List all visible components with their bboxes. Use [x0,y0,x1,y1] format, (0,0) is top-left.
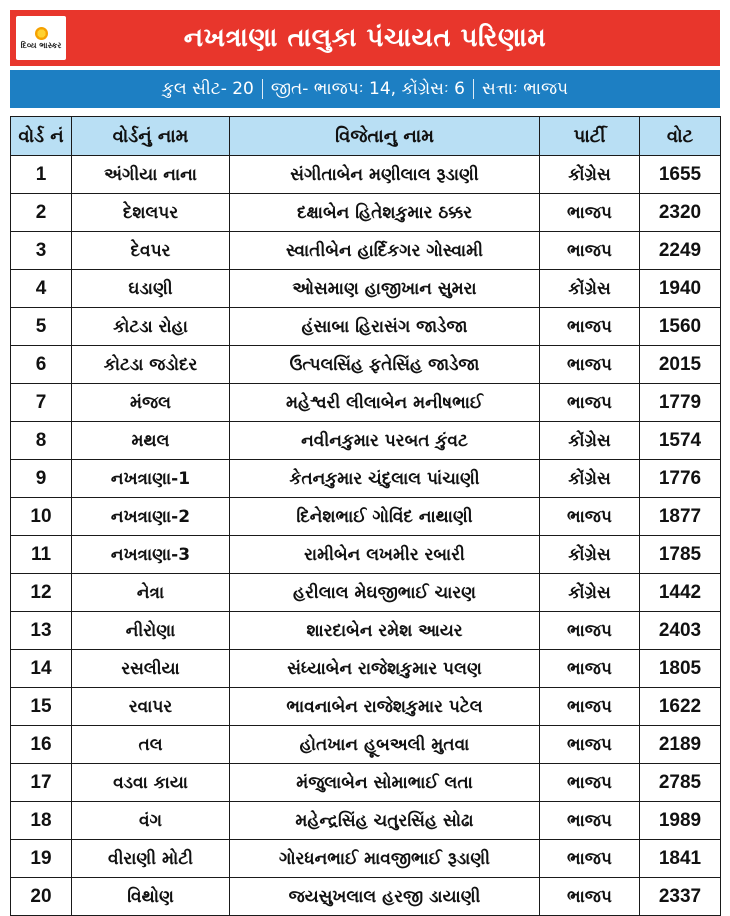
table-row [11,802,721,840]
summary-divider [262,79,263,99]
votes-cell: 2320 [640,194,721,232]
table-row [11,346,721,384]
party-cell: ભાજપ [540,194,640,232]
winner-name-cell: ઉત્પલસિંહ ફતેસિંહ જાડેજા [230,346,540,384]
party-cell: ભાજપ [540,840,640,878]
ward-number-cell: 7 [11,384,72,422]
votes-cell: 2337 [640,878,721,916]
votes-cell: 1805 [640,650,721,688]
party-cell: ભાજપ [540,346,640,384]
party-cell: ભાજપ [540,764,640,802]
winner-name-cell: હંસાબા હિરાસંગ જાડેજા [230,308,540,346]
ward-name-cell: નેત્રા [72,574,230,612]
table-row [11,612,721,650]
divya-bhaskar-logo [16,16,66,60]
results-table [10,116,721,916]
title-bar [10,10,720,66]
ward-number-cell: 2 [11,194,72,232]
ward-number-cell: 4 [11,270,72,308]
votes-cell: 2189 [640,726,721,764]
ward-number-cell: 13 [11,612,72,650]
party-cell: કોંગ્રેસ [540,422,640,460]
votes-cell: 1989 [640,802,721,840]
winner-name-cell: મહેશ્વરી લીલાબેન મનીષભાઈ [230,384,540,422]
table-row [11,764,721,802]
party-cell: ભાજપ [540,688,640,726]
page-title: નખત્રાણા તાલુકા પંચાયત પરિણામ [183,22,547,53]
winner-name-cell: મંજુલાબેન સોમાભાઈ લતા [230,764,540,802]
table-row [11,688,721,726]
votes-cell: 1560 [640,308,721,346]
party-cell: ભાજપ [540,650,640,688]
ward-number-cell: 19 [11,840,72,878]
ward-number-cell: 8 [11,422,72,460]
votes-cell: 2785 [640,764,721,802]
ward-number-cell: 15 [11,688,72,726]
ward-number-cell: 1 [11,156,72,194]
table-header-row [11,117,721,156]
winner-name-cell: શારદાબેન રમેશ આયર [230,612,540,650]
ward-name-cell: વિથોણ [72,878,230,916]
table-row [11,270,721,308]
ward-name-cell: વડવા કાયા [72,764,230,802]
votes-cell: 1442 [640,574,721,612]
ward-name-cell: ઘડાણી [72,270,230,308]
ward-number-cell: 11 [11,536,72,574]
ward-name-cell: રવાપર [72,688,230,726]
ward-name-cell: નીરોણા [72,612,230,650]
summary-divider [473,79,474,99]
ward-name-cell: રસલીયા [72,650,230,688]
ward-name-cell: વીરાણી મોટી [72,840,230,878]
votes-cell: 2015 [640,346,721,384]
ward-name-cell: કોટડા રોહા [72,308,230,346]
table-row [11,422,721,460]
votes-cell: 2249 [640,232,721,270]
ward-name-cell: અંગીયા નાના [72,156,230,194]
party-cell: ભાજપ [540,612,640,650]
table-row [11,194,721,232]
ward-name-cell: તલ [72,726,230,764]
ward-number-cell: 12 [11,574,72,612]
column-header-ward-name: વોર્ડનું નામ [72,117,230,156]
table-row [11,726,721,764]
winner-name-cell: મહેન્દ્રસિંહ ચતુરસિંહ સોઢા [230,802,540,840]
party-cell: ભાજપ [540,232,640,270]
party-cell: ભાજપ [540,498,640,536]
votes-cell: 1940 [640,270,721,308]
party-cell: ભાજપ [540,308,640,346]
ward-name-cell: વંગ [72,802,230,840]
ward-number-cell: 17 [11,764,72,802]
column-header-votes: વોટ [640,117,721,156]
votes-cell: 1779 [640,384,721,422]
party-cell: કોંગ્રેસ [540,574,640,612]
ward-number-cell: 3 [11,232,72,270]
winner-name-cell: હરીલાલ મેઘજીભાઈ ચારણ [230,574,540,612]
votes-cell: 1776 [640,460,721,498]
winner-name-cell: હોતખાન હૂબઅલી મુતવા [230,726,540,764]
party-cell: ભાજપ [540,384,640,422]
ruling-party: સત્તાઃ ભાજપ [481,79,569,99]
ward-name-cell: નખત્રાણા-2 [72,498,230,536]
party-cell: ભાજપ [540,726,640,764]
table-body [11,156,721,916]
votes-cell: 1877 [640,498,721,536]
table-row [11,498,721,536]
column-header-winner-name: વિજેતાનુ નામ [230,117,540,156]
table-row [11,536,721,574]
party-cell: ભાજપ [540,878,640,916]
table-row [11,232,721,270]
votes-cell: 2403 [640,612,721,650]
ward-name-cell: દેવપર [72,232,230,270]
party-cell: ભાજપ [540,802,640,840]
votes-cell: 1785 [640,536,721,574]
sun-icon [35,27,48,40]
winner-name-cell: દક્ષાબેન હિતેશકુમાર ઠક્કર [230,194,540,232]
winner-name-cell: ભાવનાબેન રાજેશકુમાર પટેલ [230,688,540,726]
party-cell: કોંગ્રેસ [540,460,640,498]
party-cell: કોંગ્રેસ [540,536,640,574]
winner-name-cell: ગોરધનભાઈ માવજીભાઈ રૂડાણી [230,840,540,878]
ward-name-cell: મંજલ [72,384,230,422]
ward-number-cell: 16 [11,726,72,764]
ward-name-cell: નખત્રાણા-3 [72,536,230,574]
ward-name-cell: દેશલપર [72,194,230,232]
votes-cell: 1655 [640,156,721,194]
ward-name-cell: નખત્રાણા-1 [72,460,230,498]
winner-name-cell: કેતનકુમાર ચંદુલાલ પાંચાણી [230,460,540,498]
ward-number-cell: 6 [11,346,72,384]
table-row [11,460,721,498]
ward-number-cell: 18 [11,802,72,840]
total-seats: કુલ સીટ- 20 [161,79,254,99]
table-row [11,156,721,194]
ward-number-cell: 5 [11,308,72,346]
winner-name-cell: સંધ્યાબેન રાજેશકુમાર પલણ [230,650,540,688]
ward-name-cell: મથલ [72,422,230,460]
table-row [11,574,721,612]
ward-number-cell: 9 [11,460,72,498]
winner-name-cell: રામીબેન લખમીર રબારી [230,536,540,574]
logo-text: દિવ્ય ભાસ્કર [20,40,62,50]
ward-number-cell: 20 [11,878,72,916]
summary-bar [10,70,720,108]
table-row [11,840,721,878]
winner-name-cell: સંગીતાબેન મણીલાલ રૂડાણી [230,156,540,194]
ward-number-cell: 14 [11,650,72,688]
party-wins: જીત- ભાજપઃ 14, કોંગ્રેસઃ 6 [270,79,465,99]
winner-name-cell: નવીનકુમાર પરબત કુંવટ [230,422,540,460]
winner-name-cell: દિનેશભાઈ ગોવિંદ નાથાણી [230,498,540,536]
table-row [11,878,721,916]
ward-name-cell: કોટડા જડોદર [72,346,230,384]
column-header-party: પાર્ટી [540,117,640,156]
votes-cell: 1574 [640,422,721,460]
party-cell: કોંગ્રેસ [540,270,640,308]
winner-name-cell: સ્વાતીબેન હાર્દિકગર ગોસ્વામી [230,232,540,270]
table-row [11,308,721,346]
ward-number-cell: 10 [11,498,72,536]
party-cell: કોંગ્રેસ [540,156,640,194]
table-row [11,650,721,688]
winner-name-cell: જયસુખલાલ હરજી ડાયાણી [230,878,540,916]
column-header-ward-no: વોર્ડ નં [11,117,72,156]
winner-name-cell: ઓસમાણ હાજીખાન સુમરા [230,270,540,308]
votes-cell: 1841 [640,840,721,878]
table-row [11,384,721,422]
votes-cell: 1622 [640,688,721,726]
